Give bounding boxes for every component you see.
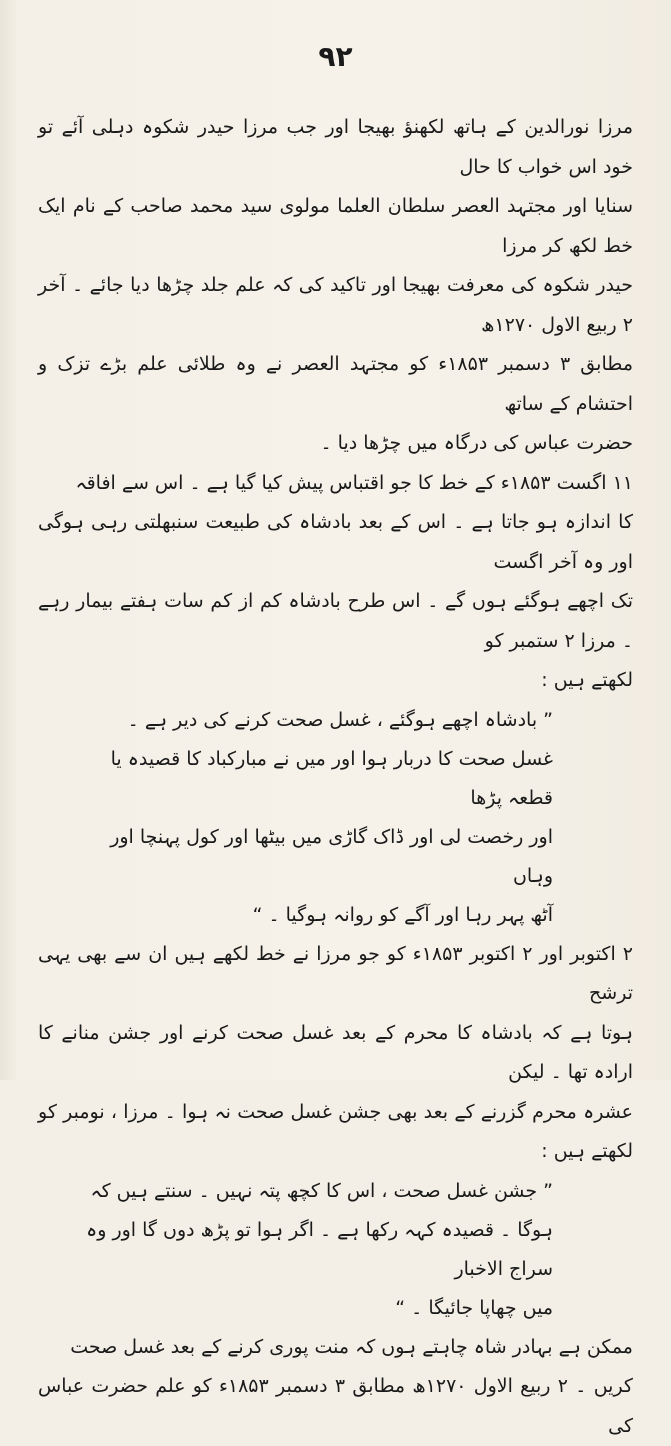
text-line: عشرہ محرم گزرنے کے بعد بھی جشن غسل صحت نہ ہوا ۔ مرزا ، نومبر کو لکھتے ہیں : [38,1093,633,1172]
text-line: لکھتے ہیں : [38,661,633,701]
text-line: ۲ اکتوبر اور ۲ اکتوبر ۱۸۵۳ء کو جو مرزا نے خط لکھے ہیں ان سے بھی یہی ترشح [38,935,633,1014]
text-line: ہوتا ہے کہ بادشاہ کا محرم کے بعد غسل صحت کرنے اور جشن منانے کا ارادہ تھا ۔ لیکن [38,1014,633,1093]
text-line: ممکن ہے بہادر شاہ چاہتے ہوں کہ منت پوری کرنے کے بعد غسل صحت [38,1328,633,1368]
text-line: ۱۱ اگست ۱۸۵۳ء کے خط کا جو اقتباس پیش کیا گیا ہے ۔ اس سے افاقہ [38,464,633,504]
quote-line: میں چھاپا جائیگا ۔ “ [78,1289,553,1328]
text-line: تک اچھے ہوگئے ہوں گے ۔ اس طرح بادشاہ کم از کم سات ہفتے بیمار رہے ۔ مرزا ۲ ستمبر کو [38,582,633,661]
text-line: سنایا اور مجتہد العصر سلطان العلما مولوی سید محمد صاحب کے نام ایک خط لکھ کر مرزا [38,187,633,266]
page-number: ۹۲ [0,40,671,73]
quote-line: ” جشن غسل صحت ، اس کا کچھ پتہ نہیں ۔ سنتے ہیں کہ [78,1172,553,1211]
paragraph-2 [38,464,633,701]
text-line: کا اندازہ ہو جاتا ہے ۔ اس کے بعد بادشاہ کی طبیعت سنبھلتی رہی ہوگی اور وہ آخر اگست [38,503,633,582]
text-line: حضرت عباس کی درگاہ میں چڑھا دیا ۔ [38,424,633,464]
text-line: حیدر شکوہ کی معرفت بھیجا اور تاکید کی کہ علم جلد چڑھا دیا جائے ۔ آخر ۲ ربیع الاول ۱۲۷۰ھ [38,266,633,345]
quote-line: ہوگا ۔ قصیدہ کہہ رکھا ہے ۔ اگر ہوا تو پڑھ دوں گا اور وہ سراج الاخبار [78,1211,553,1289]
paragraph-4 [38,1328,633,1446]
paragraph-3 [38,935,633,1172]
page-body [38,108,633,1446]
quotation-2 [38,1172,633,1328]
quotation-1 [38,701,633,935]
quote-line: ” بادشاہ اچھے ہوگئے ، غسل صحت کرنے کی دیر ہے ۔ [108,701,553,740]
text-line: مرزا نورالدین کے ہاتھ لکھنؤ بھیجا اور جب مرزا حیدر شکوہ دہلی آئے تو خود اس خواب کا حال [38,108,633,187]
text-line: مطابق ۳ دسمبر ۱۸۵۳ء کو مجتہد العصر نے وہ طلائی علم بڑے تزک و احتشام کے ساتھ [38,345,633,424]
quote-line: آٹھ پہر رہا اور آگے کو روانہ ہوگیا ۔ “ [108,896,553,935]
quote-line: اور رخصت لی اور ڈاک گاڑی میں بیٹھا اور کول پہنچا اور وہاں [108,818,553,896]
quote-line: غسل صحت کا دربار ہوا اور میں نے مبارکباد کا قصیدہ یا قطعہ پڑھا [108,740,553,818]
text-line: کریں ۔ ۲ ربیع الاول ۱۲۷۰ھ مطابق ۳ دسمبر ۱۸۵۳ء کو علم حضرت عباس کی [38,1367,633,1446]
paragraph-1 [38,108,633,464]
